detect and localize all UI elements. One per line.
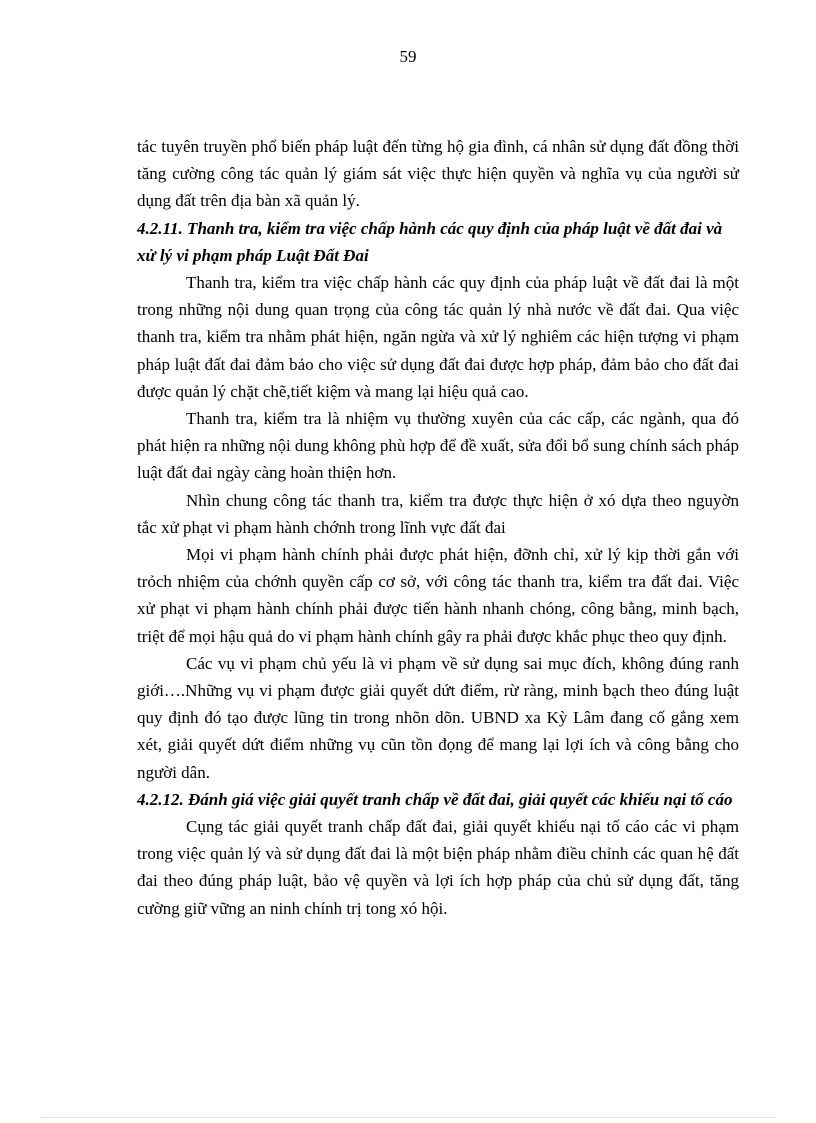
paragraph: Các vụ vi phạm chủ yếu là vi phạm về sử dụng sai mục đích, không đúng ranh giới….Những vụ vi phạm được giải quyết dứt điểm, rừ ràng, minh bạch theo đúng luật quy định đó tạo được lũng tin trong nhõn dõn. UBND xa Kỳ Lâm đang cố gắng xem xét, giải quyết dứt điểm những vụ cũn tồn đọng để mang lại lợi ích và công bằng cho người dân. xyxy=(137,653,739,782)
section-heading-4-2-12: 4.2.12. Đánh giá việc giải quyết tranh chấp về đất đai, giải quyết các khiếu nại tố cáo xyxy=(137,789,733,809)
paragraph: Nhìn chung công tác thanh tra, kiểm tra được thực hiện ở xó dựa theo nguyờn tắc xử phạt vi phạm hành chớnh trong lĩnh vực đất đai xyxy=(137,490,739,537)
page-number: 59 xyxy=(399,47,417,66)
paragraph: Cụng tác giải quyết tranh chấp đất đai, giải quyết khiếu nại tố cáo các vi phạm trong việc quản lý và sử dụng đất đai là một biện pháp nhằm điều chỉnh các quan hệ đất đai theo đúng pháp luật, bảo vệ quyền và lợi ích hợp pháp của chủ sử dụng đất, tăng cường giữ vững an ninh chính trị tong xó hội. xyxy=(137,817,739,918)
paragraph: Thanh tra, kiểm tra là nhiệm vụ thường xuyên của các cấp, các ngành, qua đó phát hiện ra những nội dung không phù hợp để đề xuất, sửa đổi bổ sung chính sách pháp luật đất đai ngày càng hoàn thiện hơn. xyxy=(137,409,740,483)
page-bottom-divider xyxy=(40,1117,776,1118)
body-text xyxy=(137,133,739,922)
paragraph: Thanh tra, kiểm tra việc chấp hành các quy định của pháp luật về đất đai là một trong những nội dung quan trọng của công tác quản lý nhà nước về đất đai. Qua việc thanh tra, kiểm tra nhằm phát hiện, ngăn ngừa và xử lý nghiêm các hiện tượng vi phạm pháp luật đất đai đảm bảo cho việc sử dụng đất đai được hợp pháp, đảm bảo cho đất đai được quản lý chặt chẽ,tiết kiệm và mang lại hiệu quả cao. xyxy=(137,273,739,401)
section-heading-4-2-11: 4.2.11. Thanh tra, kiểm tra việc chấp hành các quy định của pháp luật về đất đai và xử lý vi phạm pháp Luật Đất Đai xyxy=(137,218,723,265)
paragraph: Mọi vi phạm hành chính phải được phát hiện, đỡnh chỉ, xử lý kịp thời gắn với trỏch nhiệm của chớnh quyền cấp cơ sở, với công tác thanh tra, kiểm tra đất đai. Việc xử phạt vi phạm hành chính phải được tiến hành nhanh chóng, công bằng, minh bạch, triệt để mọi hậu quả do vi phạm hành chính gây ra phải được khắc phục theo quy định. xyxy=(137,545,739,646)
paragraph-intro: tác tuyên truyền phổ biến pháp luật đến từng hộ gia đình, cá nhân sử dụng đất đồng thời tăng cường công tác quản lý giám sát việc thực hiện quyền và nghĩa vụ của người sử dụng đất trên địa bàn xã quản lý. xyxy=(137,137,739,211)
